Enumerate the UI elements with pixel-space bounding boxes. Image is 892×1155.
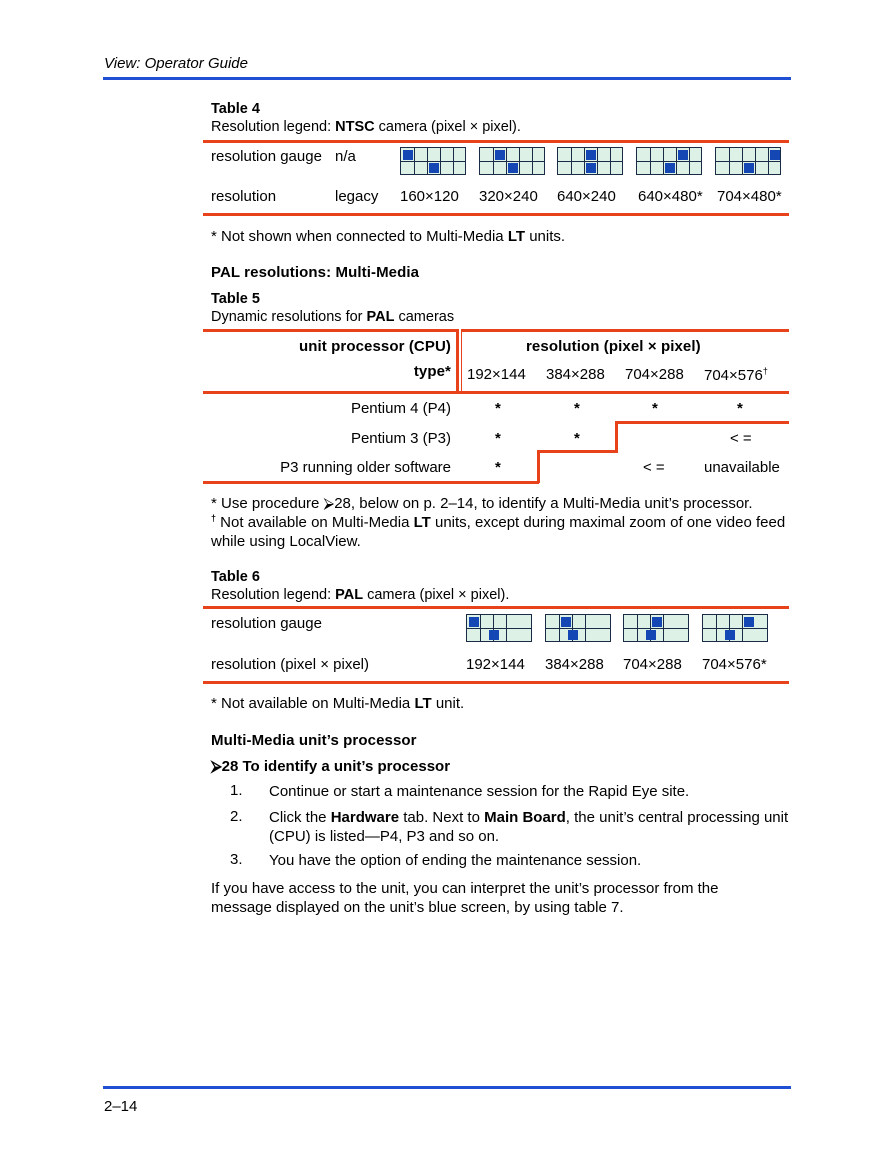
table5-mark: * <box>495 430 501 447</box>
table5-step-rule-lower-vertical <box>537 450 540 483</box>
table4-row-label-gauge: resolution gauge <box>211 148 322 165</box>
ntsc-gauge-704x480 <box>715 147 781 175</box>
table6-row-label-resolution: resolution (pixel × pixel) <box>211 656 369 673</box>
table5-mark: < = <box>730 430 752 447</box>
table5-caption-text-end: cameras <box>394 309 455 325</box>
table6-res-cell: 704×576* <box>702 656 767 673</box>
table4-label: Table 4 <box>211 101 260 117</box>
pal-gauge-704x288 <box>623 614 689 642</box>
table5-col-head-cpu: unit processor (CPU) <box>298 338 451 355</box>
table4-caption-text: Resolution legend: <box>211 119 336 135</box>
table6-bottom-rule <box>203 681 789 684</box>
table4-res-cell: 640×480* <box>638 188 703 205</box>
table4-row-label-resolution: resolution <box>211 188 277 205</box>
table5-cpu-cell: Pentium 4 (P4) <box>350 400 451 417</box>
step-number: 2. <box>230 808 243 825</box>
pal-gauge-704x576 <box>702 614 768 642</box>
table4-res-cell: 704×480* <box>717 188 782 205</box>
table5-caption-text: Dynamic resolutions for <box>211 309 367 325</box>
ntsc-gauge-640x240 <box>557 147 623 175</box>
table6-caption-text: Resolution legend: <box>211 587 336 603</box>
table5-cpu-cell: P3 running older software <box>280 459 451 476</box>
step-text: Continue or start a maintenance session for the Rapid Eye site. <box>269 783 690 800</box>
table5-top-rule-right <box>462 329 789 332</box>
ntsc-gauge-160x120 <box>400 147 466 175</box>
table6-footnote: * Not available on Multi-Media LT unit. <box>211 695 465 712</box>
table4-top-rule <box>203 140 789 143</box>
table4-caption-text-end: camera (pixel × pixel). <box>374 119 521 135</box>
table5-top-rule-left <box>203 329 458 332</box>
pal-gauge-384x288 <box>545 614 611 642</box>
table5-mark: * <box>737 400 743 417</box>
step-number: 1. <box>230 782 243 799</box>
section-heading-processor: Multi-Media unit’s processor <box>211 732 417 749</box>
table5-footnote-2: † Not available on Multi-Media LT units, except during maximal zoom of one video feed <box>211 513 786 531</box>
table4-caption-bold: NTSC <box>335 119 375 135</box>
table4-footnote: * Not shown when connected to Multi-Media LT units. <box>211 228 566 245</box>
section-heading-pal: PAL resolutions: Multi-Media <box>211 264 420 281</box>
table6-caption-text-end: camera (pixel × pixel). <box>363 587 510 603</box>
ntsc-gauge-320x240 <box>479 147 545 175</box>
table6-label: Table 6 <box>211 569 260 585</box>
table4-caption <box>211 100 521 136</box>
table5-step-rule-upper <box>617 421 789 424</box>
header-rule <box>103 77 791 80</box>
table5-cpu-cell: Pentium 3 (P3) <box>350 430 451 447</box>
running-header: View: Operator Guide <box>104 55 248 72</box>
pal-gauge-192x144 <box>466 614 532 642</box>
table5-header-divider <box>456 329 462 394</box>
table5-footnote-2-cont: while using LocalView. <box>211 533 361 550</box>
page-number: 2–14 <box>104 1098 138 1115</box>
table6-caption-bold: PAL <box>335 587 364 603</box>
table5-step-rule-middle <box>538 450 618 453</box>
table4-res-cell: 160×120 <box>400 188 459 205</box>
ntsc-gauge-640x480 <box>636 147 702 175</box>
table5-mark: * <box>652 400 658 417</box>
table5-res-head: 704×576† <box>704 366 768 384</box>
footer-rule <box>103 1086 791 1089</box>
table6-row-label-gauge: resolution gauge <box>211 615 322 632</box>
table5-header-rule <box>203 391 789 394</box>
step-text: Click the Hardware tab. Next to Main Board, the unit’s central processing unit (CPU) is listed—P4, P3 and so on. <box>269 809 789 845</box>
table5-res-head: 704×288 <box>625 366 684 383</box>
step-number: 3. <box>230 851 243 868</box>
table5-mark: * <box>574 430 580 447</box>
table5-res-head: 384×288 <box>546 366 605 383</box>
procedure-title: ⮚28 To identify a unit’s processor <box>211 758 451 775</box>
table5-mark: * <box>495 459 501 476</box>
table5-mark: unavailable <box>704 459 780 476</box>
table4-gauge-na: n/a <box>335 148 356 165</box>
table5-mark: * <box>495 400 501 417</box>
table5-bottom-rule <box>203 481 539 484</box>
table4-bottom-rule <box>203 213 789 216</box>
table6-res-cell: 192×144 <box>466 656 525 673</box>
table5-caption <box>211 290 454 326</box>
table5-mark: < = <box>643 459 665 476</box>
table6-res-cell: 384×288 <box>545 656 604 673</box>
table6-top-rule <box>203 606 789 609</box>
step-text: You have the option of ending the maintenance session. <box>269 852 642 869</box>
table4-res-cell: 320×240 <box>479 188 538 205</box>
closing-paragraph: If you have access to the unit, you can interpret the unit’s processor from the message displayed on the unit’s blue screen, by using table 7. <box>211 880 719 916</box>
table5-col-head-type: type* <box>413 363 451 380</box>
table5-res-head: 192×144 <box>467 366 526 383</box>
table5-mark: * <box>574 400 580 417</box>
table4-res-cell: 640×240 <box>557 188 616 205</box>
table4-legacy: legacy <box>335 188 379 205</box>
table5-caption-bold: PAL <box>366 309 395 325</box>
table6-caption <box>211 568 509 604</box>
table5-footnote-1: * Use procedure ⮚28, below on p. 2–14, to identify a Multi-Media unit’s processor. <box>211 495 753 512</box>
table5-col-head-resolution: resolution (pixel × pixel) <box>526 338 701 355</box>
table5-step-rule-upper-vertical <box>615 421 618 452</box>
table5-label: Table 5 <box>211 291 260 307</box>
table6-res-cell: 704×288 <box>623 656 682 673</box>
